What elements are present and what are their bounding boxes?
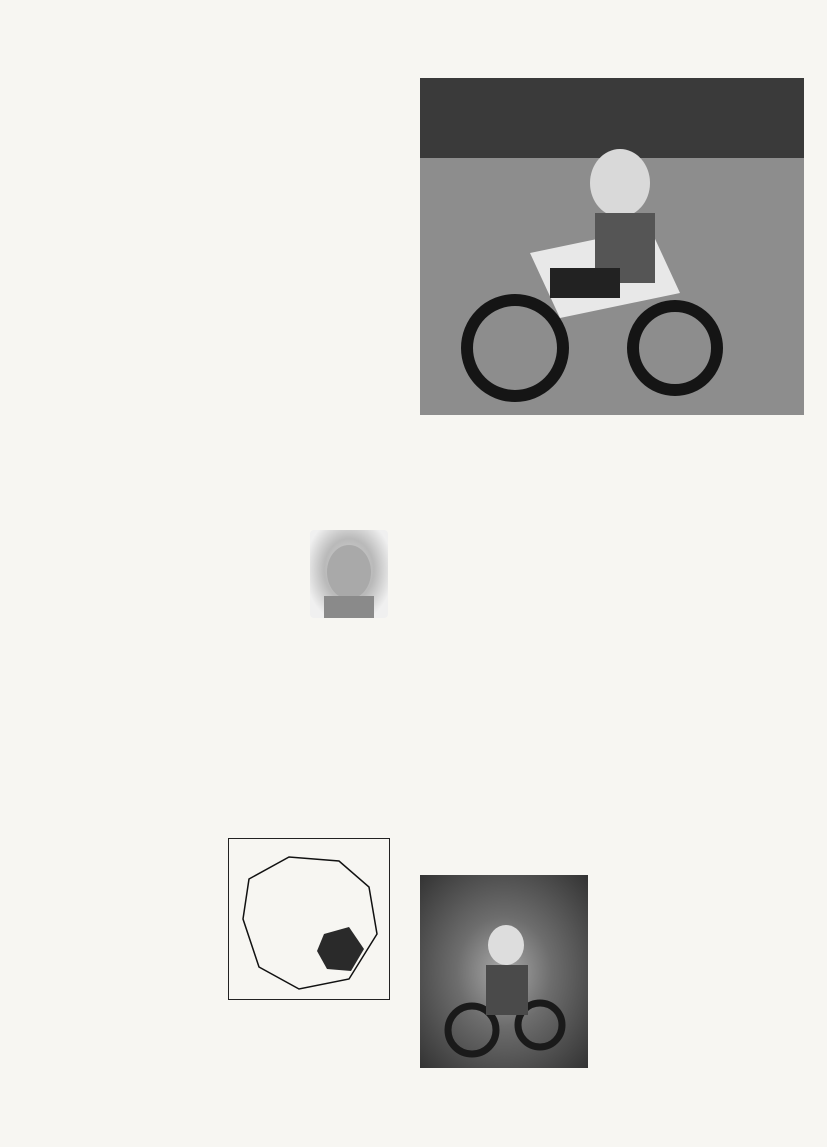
article-ligue-pyrenees bbox=[600, 436, 805, 441]
rider-illustration bbox=[420, 78, 804, 415]
map-illustration bbox=[229, 839, 389, 999]
motocross-photo-small bbox=[420, 875, 588, 1068]
portrait-photo bbox=[310, 530, 388, 618]
article-challenge-soleil bbox=[420, 800, 590, 805]
rider-illustration-small bbox=[420, 875, 588, 1068]
article-championnats-ligue bbox=[420, 436, 590, 441]
motocross-photo bbox=[420, 78, 804, 415]
portrait-illustration bbox=[310, 530, 388, 618]
pyrenees-map bbox=[228, 838, 390, 1000]
